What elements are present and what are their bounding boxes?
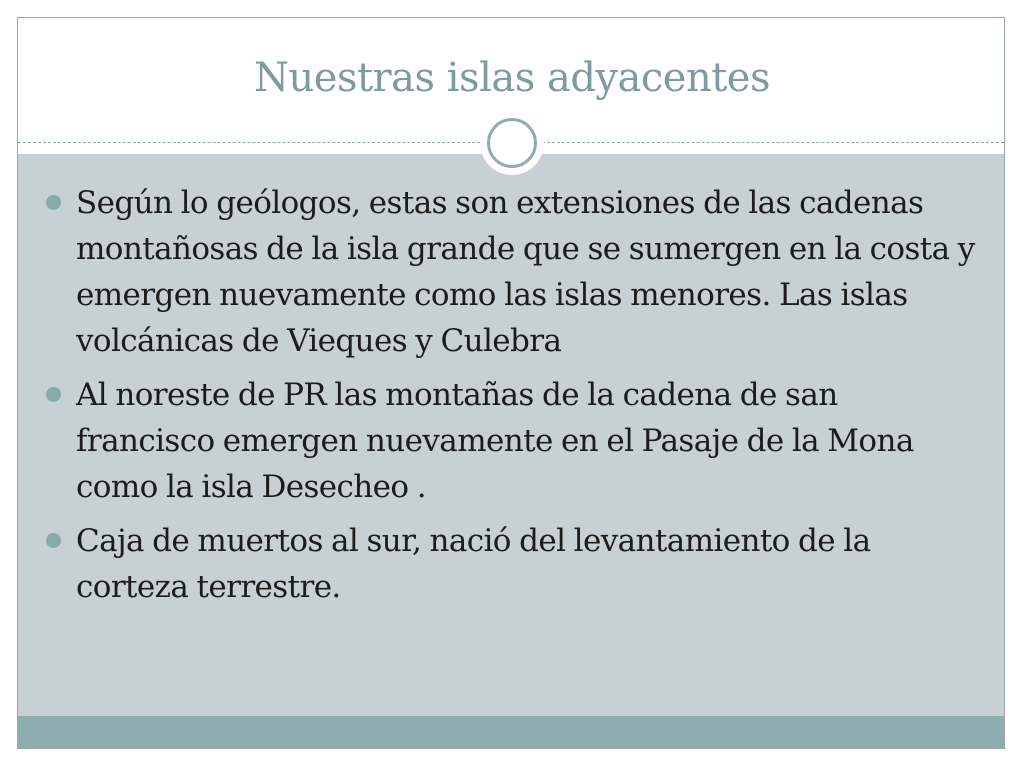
bullet-list: [46, 180, 976, 618]
footer-bar: [18, 716, 1004, 748]
bullet-dot-icon: [46, 195, 61, 210]
slide-title: Nuestras islas adyacentes: [254, 55, 770, 101]
bullet-text: Al noreste de PR las montañas de la cadena de san francisco emergen nuevamente en el Pasaje de la Mona como la isla Desecheo .: [76, 377, 914, 505]
bullet-text: Según lo geólogos, estas son extensiones de las cadenas montañosas de la isla grande que se sumergen en la costa y emergen nuevamente como las islas menores. Las islas volcánicas de Vieques y Culebra: [76, 185, 975, 359]
bullet-dot-icon: [46, 533, 61, 548]
bullet-dot-icon: [46, 387, 61, 402]
bullet-text: Caja de muertos al sur, nació del levantamiento de la corteza terrestre.: [76, 523, 871, 605]
bullet-item: [46, 180, 976, 364]
bullet-item: [46, 518, 976, 610]
ring-ornament-inner: [487, 118, 537, 168]
ring-ornament-icon: [480, 111, 544, 175]
bullet-item: [46, 372, 976, 510]
